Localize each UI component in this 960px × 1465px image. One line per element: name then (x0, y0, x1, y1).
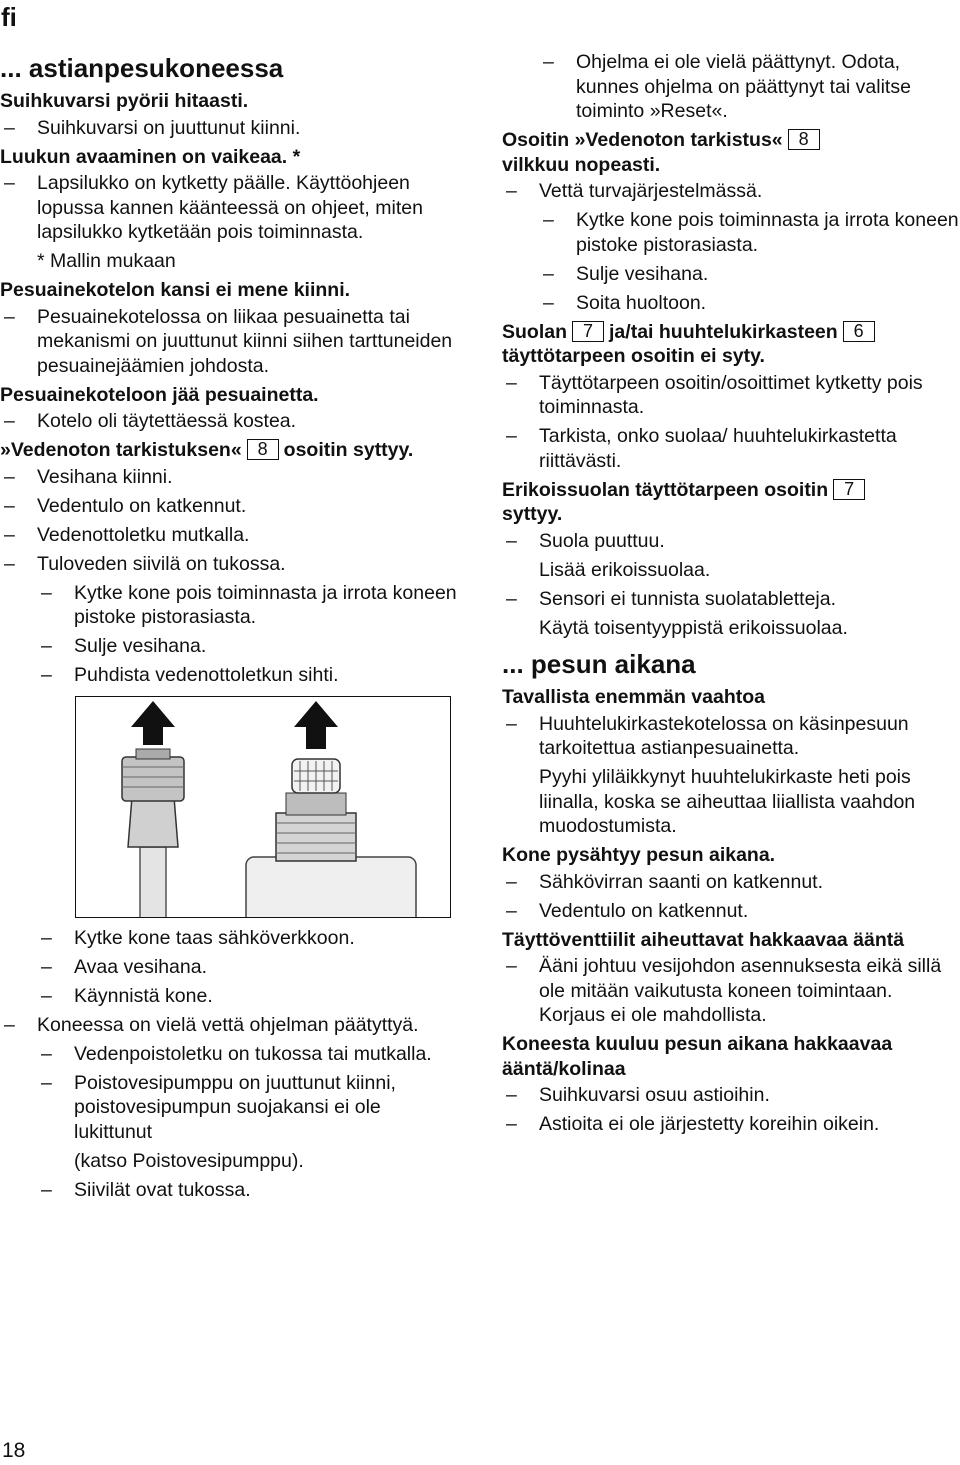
cause-item: – Suihkuvarsi on juuttunut kiinni. (0, 116, 462, 141)
remedy-text: Käytä toisentyyppistä erikoissuolaa. (539, 616, 848, 639)
cause-item: – Kotelo oli täytettäessä kostea. (0, 409, 462, 434)
indicator-box: 8 (788, 129, 820, 150)
subheading-text: täyttötarpeen osoitin ei syty. (502, 345, 765, 367)
left-column (0, 50, 462, 1207)
indicator-box: 7 (833, 479, 865, 500)
indicator-box: 7 (572, 321, 604, 342)
subheading-salt-rinse-indicator (502, 320, 960, 369)
subheading-text: osoitin syttyy. (283, 439, 414, 461)
subheading-spray-arm: Suihkuvarsi pyörii hitaasti. (0, 90, 249, 112)
section-heading-during-wash: ... pesun aikana (502, 649, 696, 679)
subheading-water-check-blinking (502, 128, 960, 177)
subheading-valve-noise: Täyttöventtiilit aiheuttavat hakkaavaa ääntä (502, 928, 905, 951)
action-item: – Kytke kone pois toiminnasta ja irrota koneen pistoke pistorasiasta. (539, 208, 960, 257)
cause-item: – Koneessa on vielä vettä ohjelman päätyttyä. (0, 1013, 462, 1038)
cause-item: – Tarkista, onko suolaa/ huuhtelukirkastetta riittävästi. (502, 424, 960, 473)
action-item: – Sulje vesihana. (37, 634, 462, 659)
subheading-text: Osoitin »Vedenoton tarkistus« (502, 129, 783, 151)
remedy-text: Pyyhi yliläikkynyt huuhtelukirkaste heti pois liinalla, koska se aiheuttaa liiallista vaahdon muodostumista. (539, 766, 916, 837)
subheading-text: syttyy. (502, 503, 563, 525)
action-item: – Soita huoltoon. (539, 291, 960, 316)
filter-illustration (75, 696, 451, 918)
subheading-foam: Tavallista enemmän vaahtoa (502, 686, 766, 708)
cause-item: – Tuloveden siivilä on tukossa. (0, 552, 462, 577)
cause-item: – Vedentulo on katkennut. (502, 899, 960, 924)
action-item: – Sulje vesihana. (539, 262, 960, 287)
subheading-detergent-lid: Pesuainekotelon kansi ei mene kiinni. (0, 279, 351, 301)
cause-item: – Pesuainekotelossa on liikaa pesuainetta tai mekanismi on juuttunut kiinni siihen tarttuneiden pesuainejäämien johdosta. (0, 305, 462, 379)
language-code: fi (1, 2, 17, 32)
action-item: – Kytke kone taas sähköverkkoon. (37, 926, 462, 951)
indicator-box: 6 (843, 321, 875, 342)
right-column (502, 50, 960, 1141)
subheading-machine-stops: Kone pysähtyy pesun aikana. (502, 844, 776, 866)
cause-subitem: – Siivilät ovat tukossa. (37, 1178, 462, 1203)
remedy-text: Lisää erikoissuolaa. (539, 558, 711, 581)
subheading-text: Erikoissuolan täyttötarpeen osoitin (502, 478, 829, 501)
section-heading-dishwasher: ... astianpesukoneessa (0, 53, 284, 83)
cause-item: – Sähkövirran saanti on katkennut. (502, 870, 960, 895)
subheading-water-supply-indicator (0, 438, 462, 463)
action-item: – Käynnistä kone. (37, 984, 462, 1009)
cause-subitem: – Vedenpoistoletku on tukossa tai mutkalla. (37, 1042, 462, 1067)
cause-item: – Ääni johtuu vesijohdon asennuksesta eikä sillä ole mitään vaikutusta koneen toimintaan. Korjaus ei ole mahdollista. (502, 954, 960, 1028)
cause-item: – Suola puuttuu. (502, 529, 960, 554)
action-item: – Kytke kone pois toiminnasta ja irrota koneen pistoke pistorasiasta. (37, 581, 462, 630)
action-item: – Avaa vesihana. (37, 955, 462, 980)
subheading-door: Luukun avaaminen on vaikeaa. * (0, 145, 301, 168)
cause-item: – Huuhtelukirkastekotelossa on käsinpesuun tarkoitettua astianpesuainetta. (502, 712, 960, 761)
subheading-text: vilkkuu nopeasti. (502, 153, 661, 176)
subheading-rattling: Koneesta kuuluu pesun aikana hakkaavaa ääntä/kolinaa (502, 1033, 893, 1080)
subheading-detergent-residue: Pesuainekoteloon jää pesuainetta. (0, 383, 319, 406)
cause-item: – Täyttötarpeen osoitin/osoittimet kytketty pois toiminnasta. (502, 371, 960, 420)
cause-item: – Vesihana kiinni. (0, 465, 462, 490)
cause-subitem: – Ohjelma ei ole vielä päättynyt. Odota, kunnes ohjelma on päättynyt tai valitse toiminto »Reset«. (539, 50, 960, 124)
page-number: 18 (2, 1439, 26, 1462)
cause-item: – Vedenottoletku mutkalla. (0, 523, 462, 548)
subheading-text: ja/tai huuhtelukirkasteen (609, 320, 838, 343)
subheading-text: »Vedenoton tarkistuksen« (0, 439, 242, 461)
cause-item: – Sensori ei tunnista suolatabletteja. (502, 587, 960, 612)
cause-item: – Astioita ei ole järjestetty koreihin oikein. (502, 1112, 960, 1137)
action-item: – Puhdista vedenottoletkun sihti. (37, 663, 462, 688)
subheading-special-salt-indicator (502, 478, 960, 527)
cause-item: – Lapsilukko on kytketty päälle. Käyttöohjeen lopussa kannen käänteessä on ohjeet, miten lapsilukko kytketään pois toiminnasta. (0, 171, 462, 245)
cause-item: – Vettä turvajärjestelmässä. (502, 179, 960, 204)
cause-item: – Suihkuvarsi osuu astioihin. (502, 1083, 960, 1108)
indicator-box: 8 (247, 439, 279, 460)
cause-item: – Vedentulo on katkennut. (0, 494, 462, 519)
cross-reference: (katso Poistovesipumppu). (74, 1149, 304, 1172)
footnote: * Mallin mukaan (37, 250, 176, 272)
subheading-text: Suolan (502, 320, 568, 343)
cause-subitem: – Poistovesipumppu on juuttunut kiinni, poistovesipumpun suojakansi ei ole lukittunut (37, 1071, 462, 1145)
